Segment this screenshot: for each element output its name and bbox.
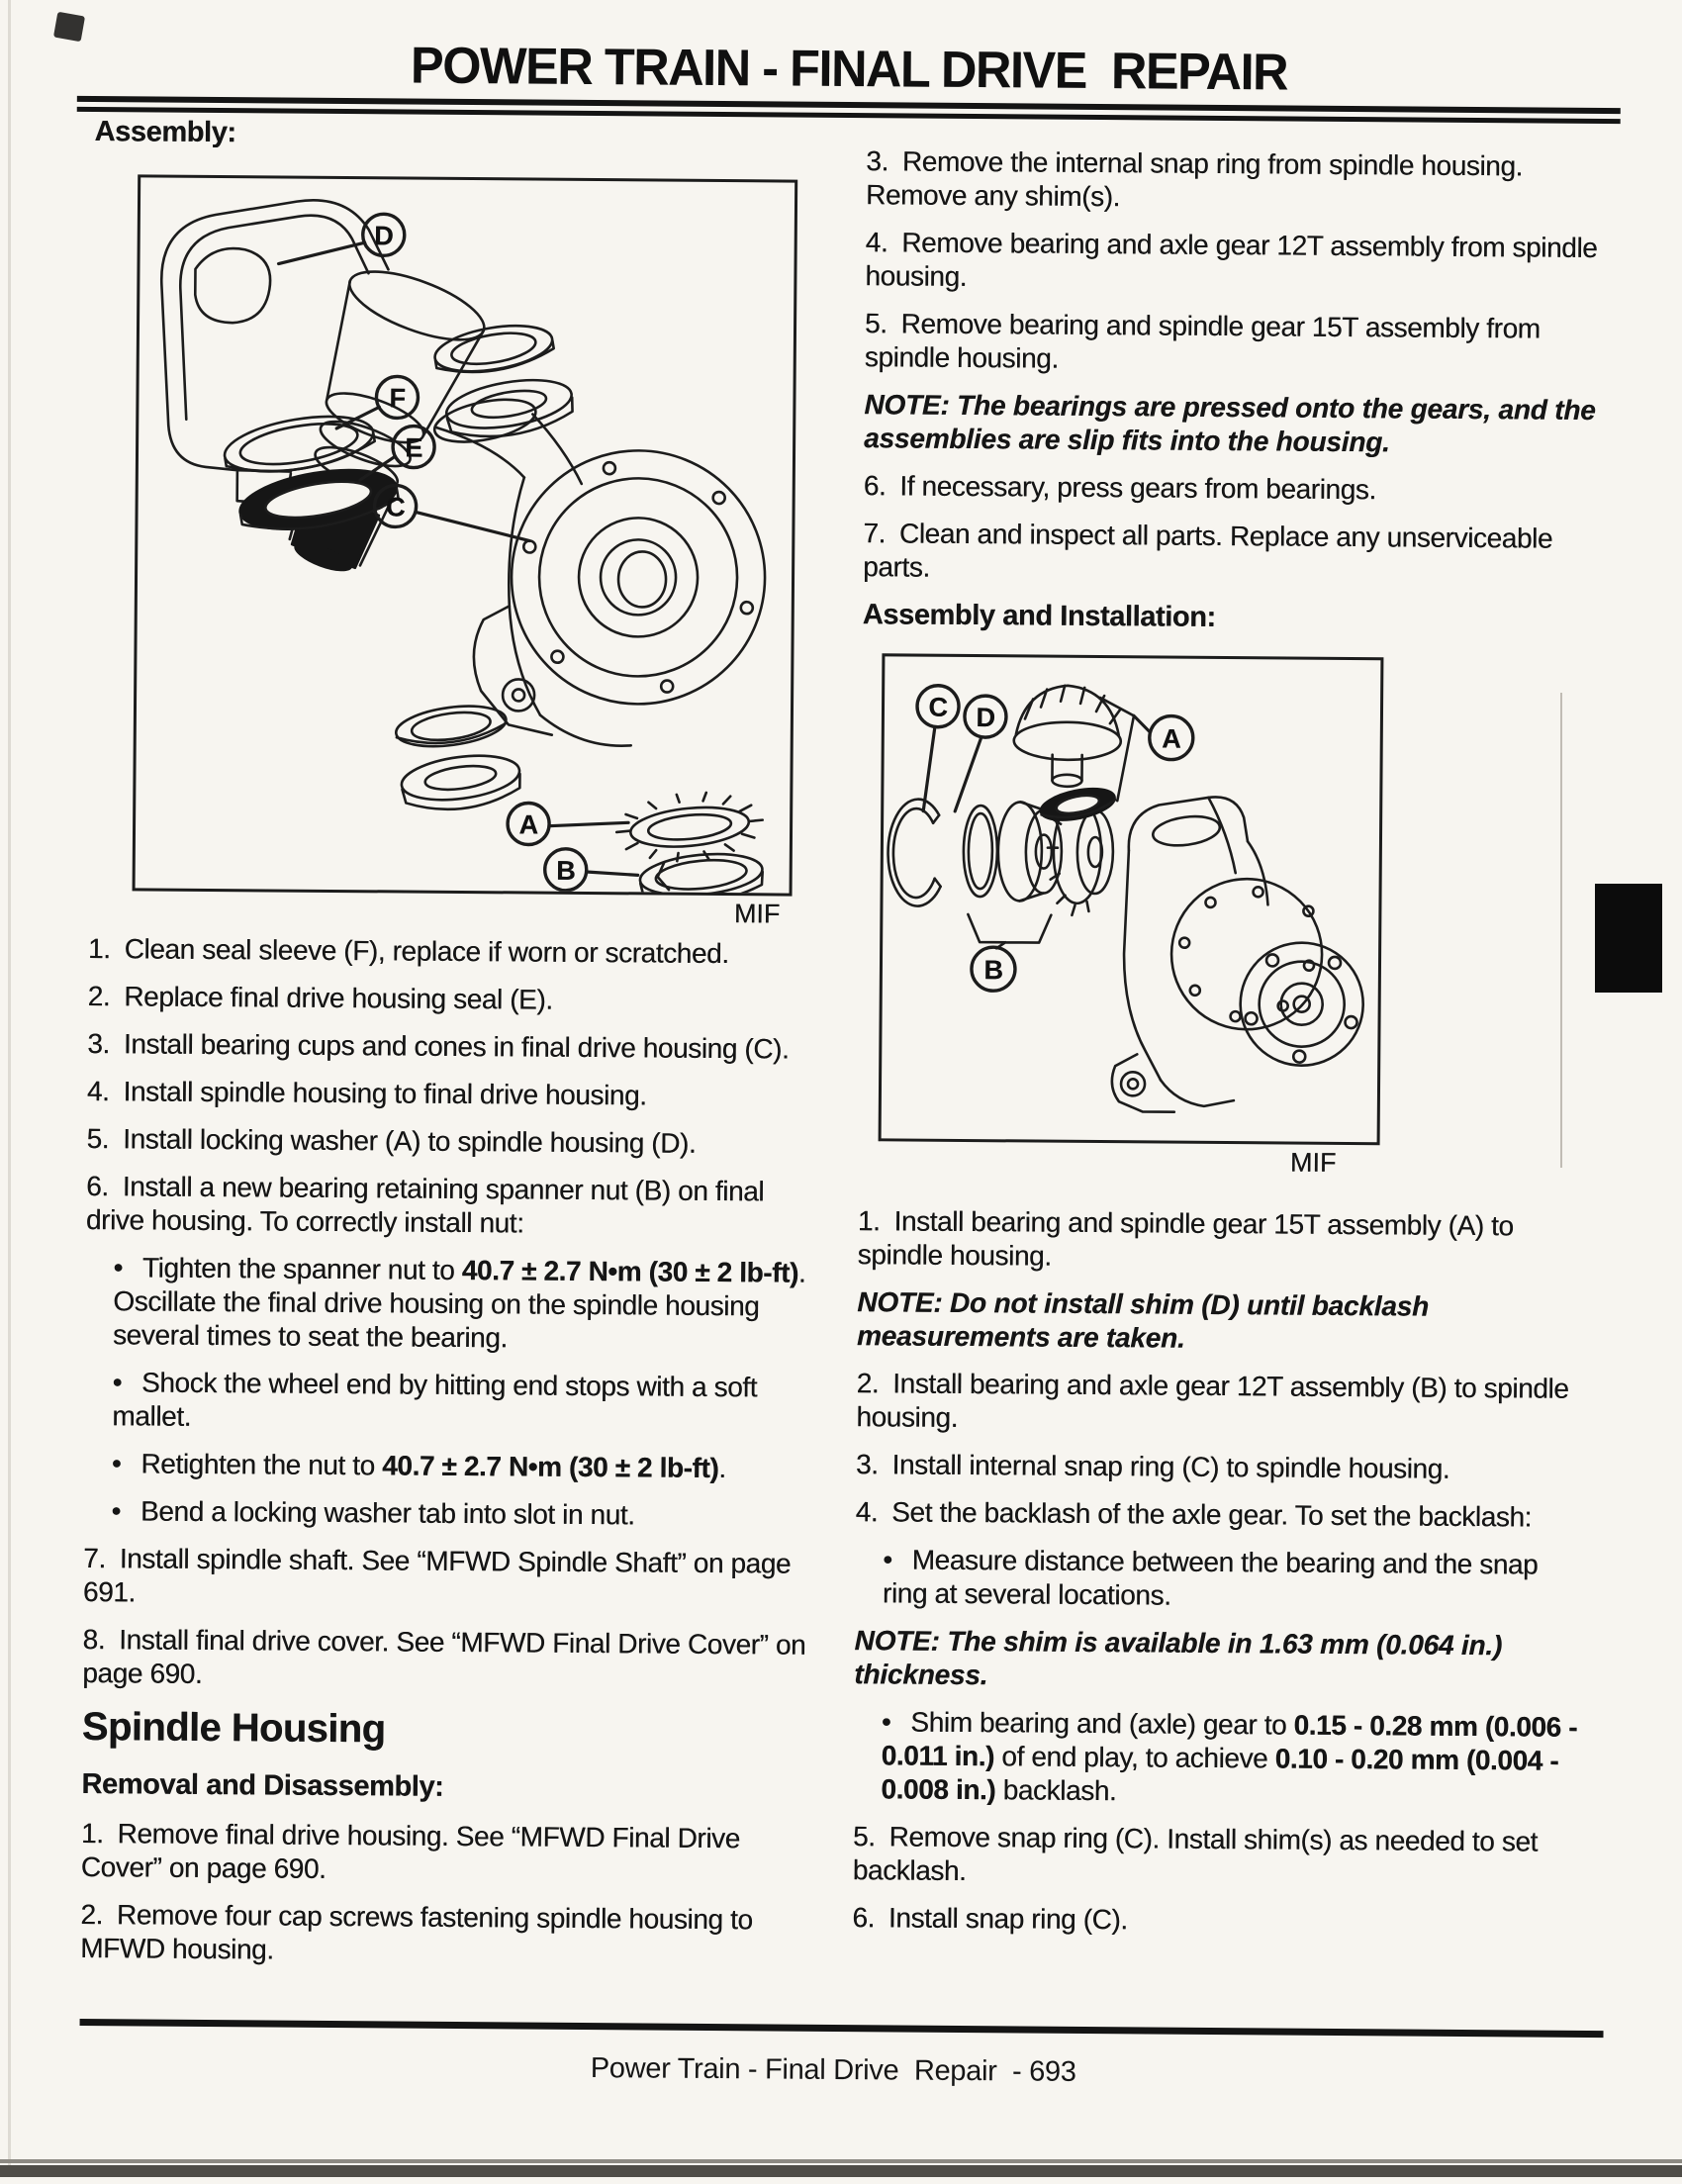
step-item: 2. Replace final drive housing seal (E). (87, 981, 553, 1015)
figure-credit: MIF (1289, 1147, 1337, 1178)
bullet-item: • Tighten the spanner nut to 40.7 ± 2.7 N•m (30 ± 2 lb-ft). Oscillate the final drive housing on the spindle housing several times to seat the bearing. (112, 1252, 806, 1354)
right-column (852, 144, 1598, 1954)
spindle-housing-heading: Spindle Housing (81, 1704, 386, 1752)
callout-a (1134, 715, 1193, 759)
page-footer: Power Train - Final Drive Repair - 693 (590, 2052, 1076, 2088)
callout-d (279, 214, 405, 265)
snap-ring-part (888, 799, 941, 905)
bearing-cone-part (431, 319, 555, 380)
svg-text:D: D (374, 221, 394, 251)
step-item: 4. Set the backlash of the axle gear. To set the backlash: (855, 1496, 1533, 1533)
step-item: 5. Remove bearing and spindle gear 15T assembly from spindle housing. (864, 308, 1541, 374)
svg-text:D: D (976, 703, 995, 733)
step-item: 5. Install locking washer (A) to spindle housing (D). (86, 1123, 697, 1159)
figure-installation (878, 653, 1383, 1177)
note-text: NOTE: Do not install shim (D) until backlash measurements are taken. (856, 1286, 1430, 1354)
svg-text:C: C (385, 492, 406, 522)
shim-part (964, 806, 998, 897)
note-text: NOTE: The bearings are pressed onto the gears, and the assemblies are slip fits into the housing. (864, 389, 1596, 458)
step-item: 7. Clean and inspect all parts. Replace any unserviceable parts. (863, 518, 1553, 583)
footer-rule (80, 2019, 1604, 2038)
step-item: 1. Clean seal sleeve (F), replace if worn or scratched. (87, 933, 729, 970)
svg-text:F: F (389, 383, 406, 414)
figure-credit: MIF (733, 899, 781, 929)
svg-text:A: A (518, 809, 538, 840)
spanner-nut-part (638, 849, 765, 894)
step-item: 4. Install spindle housing to final drive housing. (86, 1076, 647, 1111)
callout-b (972, 947, 1015, 991)
left-column (80, 115, 827, 1985)
callout-a (508, 803, 628, 845)
assembly-installation-heading: Assembly and Installation: (862, 599, 1216, 633)
svg-text:B: B (556, 855, 576, 886)
step-item: 6. Install snap ring (C). (852, 1902, 1128, 1936)
svg-text:B: B (983, 955, 1003, 986)
removal-heading: Removal and Disassembly: (81, 1767, 444, 1803)
spindle-housing-part (1112, 797, 1365, 1114)
step-item: 3. Remove the internal snap ring from spindle housing. Remove any shim(s). (865, 145, 1524, 213)
step-item: 5. Remove snap ring (C). Install shim(s) as needed to set backlash. (852, 1821, 1539, 1887)
step-item: 8. Install final drive cover. See “MFWD Final Drive Cover” on page 690. (82, 1623, 806, 1689)
callout-c (374, 485, 529, 540)
step-item: 3. Install bearing cups and cones in final drive housing (C). (87, 1028, 790, 1065)
bullet-item: • Bend a locking washer tab into slot in nut. (111, 1495, 635, 1531)
page-title: POWER TRAIN - FINAL DRIVE REPAIR (410, 37, 1288, 102)
callout-b (545, 849, 638, 892)
step-item: 7. Install spindle shaft. See “MFWD Spindle Shaft” on page 691. (82, 1543, 792, 1608)
final-drive-housing-part (428, 391, 767, 746)
note-text: NOTE: The shim is available in 1.63 mm (0.064 in.) thickness. (854, 1625, 1503, 1691)
svg-text:E: E (405, 432, 422, 463)
figure-installation-frame (879, 653, 1384, 1145)
assembly-heading: Assembly: (94, 116, 236, 149)
bullet-item: • Shim bearing and (axle) gear to 0.15 - 0.28 mm (0.006 - 0.011 in.) of end play, to achieve 0.10 - 0.20 mm (0.004 - 0.008 in.) backlash. (881, 1706, 1578, 1807)
svg-text:C: C (928, 692, 948, 722)
callout-d (955, 696, 1006, 811)
assembly-exploded-diagram (136, 177, 795, 893)
step-item: 2. Remove four cap screws fastening spindle housing to MFWD housing. (80, 1898, 753, 1965)
bullet-item: • Shock the wheel end by hitting end stops with a soft mallet. (112, 1367, 758, 1432)
step-item: 4. Remove bearing and axle gear 12T assembly from spindle housing. (865, 227, 1598, 292)
step-item: 6. If necessary, press gears from bearings. (863, 470, 1376, 506)
bullet-item: • Retighten the nut to 40.7 ± 2.7 N•m (30 ± 2 lb-ft). (111, 1448, 726, 1484)
lower-bearing-cup-part (399, 749, 523, 815)
bracket-b (968, 914, 1051, 949)
figure-assembly-frame (133, 174, 798, 896)
installation-exploded-diagram (882, 656, 1381, 1142)
step-item: 1. Install bearing and spindle gear 15T assembly (A) to spindle housing. (857, 1205, 1514, 1272)
step-item: 1. Remove final drive housing. See “MFWD Final Drive Cover” on page 690. (80, 1817, 741, 1884)
callout-f (336, 376, 418, 429)
figure-assembly (132, 174, 797, 927)
callout-c (916, 686, 959, 811)
lower-bearing-cone-part (394, 701, 509, 752)
bullet-item: • Measure distance between the bearing and the snap ring at several locations. (882, 1544, 1539, 1611)
step-item: 3. Install internal snap ring (C) to spindle housing. (855, 1449, 1450, 1484)
svg-text:A: A (1162, 723, 1181, 754)
step-item: 6. Install a new bearing retaining spanner nut (B) on final drive housing. To correctly install nut: (85, 1171, 765, 1239)
step-item: 2. Install bearing and axle gear 12T assembly (B) to spindle housing. (856, 1368, 1569, 1433)
